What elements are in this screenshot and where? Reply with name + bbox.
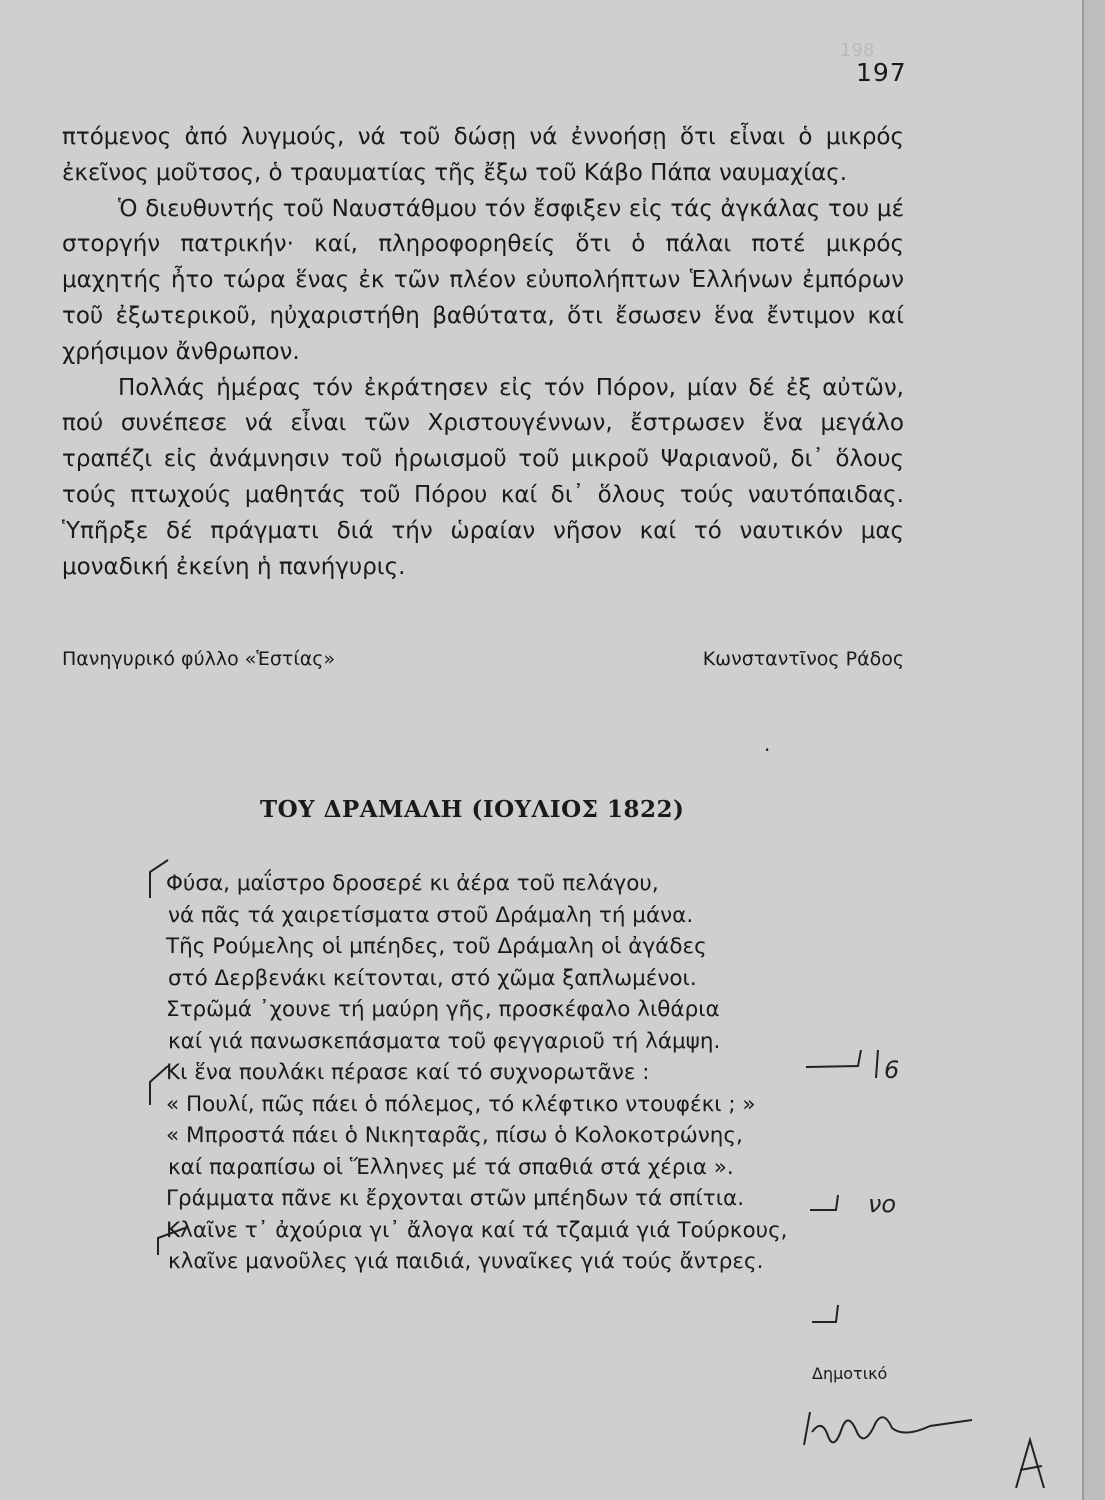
poem-line: Φύσα, μαΐστρο δροσερέ κι ἀέρα τοῦ πελάγου, bbox=[166, 871, 659, 896]
bracket-mark bbox=[150, 860, 168, 898]
prose-paragraph: Ὁ διευθυντής τοῦ Ναυστάθμου τόν ἔσφιξεν εἰς τάς ἀγκάλας του μέ στοργήν πατρικήν· καί, πληροφορηθείς ὅτι ὁ πάλαι ποτέ μικρός μαχητής ἦτο τώρα ἕνας ἐκ τῶν πλέον εὐυπολήπτων Ἑλλήνων ἐμπόρων τοῦ ἐξωτερικοῦ, ηὐχαριστήθη βαθύτατα, ὅτι ἔσωσεν ἕνα ἔντιμον καί χρήσιμον ἄνθρωπον. bbox=[62, 195, 904, 365]
corner-letter-mark bbox=[1016, 1440, 1044, 1488]
author-credit: Κωνσταντῖνος Ράδος bbox=[702, 648, 904, 670]
margin-note: 6 bbox=[884, 1056, 900, 1084]
underline-mark bbox=[812, 1305, 838, 1322]
page-edge bbox=[1082, 0, 1105, 1500]
poem-line: Κι ἕνα πουλάκι πέρασε καί τό συχνορωτᾶνε : bbox=[166, 1060, 650, 1085]
poem-line: κλαῖνε μανοῦλες γιά παιδιά, γυναῖκες γιά τούς ἄντρες. bbox=[168, 1249, 764, 1274]
margin-note: νο bbox=[868, 1190, 897, 1218]
poem-title: ΤΟΥ ΔΡΑΜΑΛΗ (ΙΟΥΛΙΟΣ 1822) bbox=[260, 796, 685, 823]
prose-paragraph: Πολλάς ἡμέρας τόν ἐκράτησεν εἰς τόν Πόρον, μίαν δέ ἐξ αὐτῶν, πού συνέπεσε νά εἶναι τῶν Χριστουγέννων, ἔστρωσεν ἕνα μεγάλο τραπέζι εἰς ἀνάμνησιν τοῦ ἡρωισμοῦ τοῦ μικροῦ Ψαριανοῦ, δι᾽ ὅλους τούς πτωχούς μαθητάς τοῦ Πόρου καί δι᾽ ὅλους τούς ναυτόπαιδας. Ὑπῆρξε δέ πράγματι διά τήν ὡραίαν νῆσον καί τό ναυτικόν μας μοναδική ἐκείνη ἡ πανήγυρις. bbox=[62, 374, 904, 580]
page-number: 197 bbox=[856, 58, 907, 87]
source-credit: Πανηγυρικό φύλλο «Ἑστίας» bbox=[62, 648, 336, 670]
underline-mark bbox=[810, 1195, 838, 1210]
poem-line: « Μπροστά πάει ὁ Νικηταρᾶς, πίσω ὁ Κολοκοτρώνης, bbox=[166, 1123, 743, 1148]
poem-line: Τῆς Ρούμελης οἱ μπέηδες, τοῦ Δράμαλη οἱ ἀγάδες bbox=[166, 934, 707, 959]
bracket-mark bbox=[158, 1228, 185, 1255]
tick-mark bbox=[876, 1050, 878, 1078]
section-separator: · bbox=[764, 738, 771, 762]
bleed-through-text: 198 bbox=[840, 40, 875, 61]
poem-line: Στρῶμά ᾽χουνε τή μαύρη γῆς, προσκέφαλο λιθάρια bbox=[166, 997, 720, 1022]
prose-paragraph: πτόμενος ἀπό λυγμούς, νά τοῦ δώσῃ νά ἐννοήσῃ ὅτι εἶναι ὁ μικρός ἐκεῖνος μοῦτσος, ὁ τραυματίας τῆς ἔξω τοῦ Κάβο Πάπα ναυμαχίας. bbox=[62, 124, 904, 186]
poem-line: καί γιά πανωσκεπάσματα τοῦ φεγγαριοῦ τή λάμψη. bbox=[168, 1028, 721, 1054]
poem-line: Κλαῖνε τ᾽ ἀχούρια γι᾽ ἄλογα καί τά τζαμιά γιά Τούρκους, bbox=[166, 1217, 788, 1243]
poem-line: στό Δερβενάκι κείτονται, στό χῶμα ξαπλωμένοι. bbox=[168, 965, 697, 991]
poem-line: νά πᾶς τά χαιρετίσματα στοῦ Δράμαλη τή μάνα. bbox=[168, 902, 694, 928]
poem-line: « Πουλί, πῶς πάει ὁ πόλεμος, τό κλέφτικο ντουφέκι ; » bbox=[166, 1091, 756, 1117]
poem-line: Γράμματα πᾶνε κι ἔρχονται στῶν μπέηδων τά σπίτια. bbox=[166, 1186, 745, 1211]
bracket-mark bbox=[150, 1066, 168, 1105]
signature-mark bbox=[804, 1412, 972, 1445]
underline-mark bbox=[806, 1050, 861, 1067]
poem-origin: Δημοτικό bbox=[812, 1364, 888, 1383]
poem-line: καί παραπίσω οἱ Ἕλληνες μέ τά σπαθιά στά χέρια ». bbox=[168, 1154, 734, 1180]
